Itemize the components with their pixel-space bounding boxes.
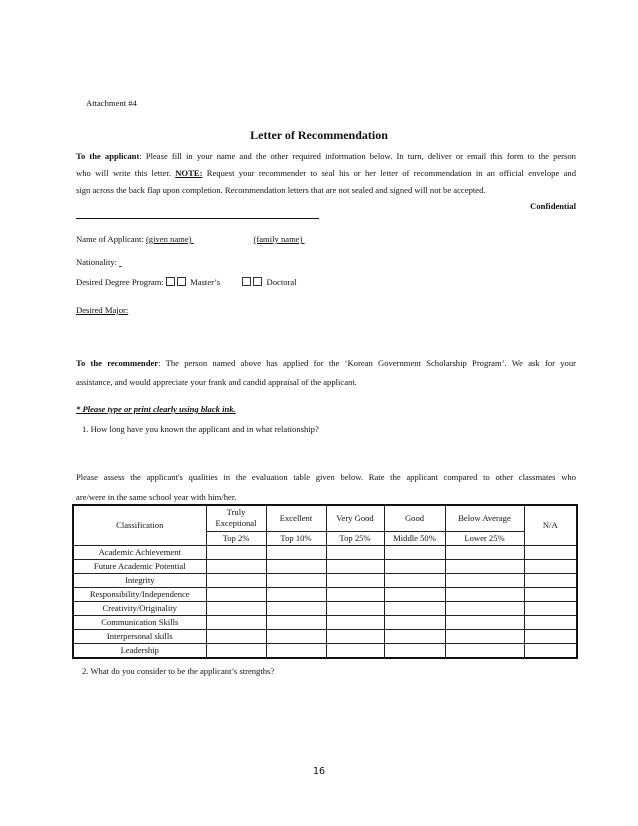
- page-title: Letter of Recommendation: [250, 128, 388, 142]
- table-row: [73, 573, 577, 587]
- rating-cell[interactable]: [524, 601, 577, 615]
- rating-cell[interactable]: [326, 615, 384, 629]
- recommender-intro-text1: : The person named above has applied for the ‘Korean Government Scholarship Program’. We ask for your: [158, 358, 576, 368]
- nationality-label: Nationality:: [76, 257, 120, 267]
- masters-checkbox[interactable]: [166, 277, 175, 286]
- rating-cell[interactable]: [206, 601, 266, 615]
- rating-cell[interactable]: [266, 559, 326, 573]
- question-1: 1. How long have you known the applicant and in what relationship?: [82, 424, 319, 434]
- note-label: NOTE:: [175, 168, 203, 178]
- rating-cell[interactable]: [326, 587, 384, 601]
- rating-cell[interactable]: [445, 545, 524, 559]
- table-row: [73, 643, 577, 658]
- applicant-intro-line2: [76, 168, 576, 178]
- rating-cell[interactable]: [266, 545, 326, 559]
- applicant-intro-line3: sign across the back flap upon completion. Recommendation letters that are not sealed and signed will not be accepted.: [76, 185, 486, 195]
- degree-program-field: [76, 277, 297, 287]
- rating-cell[interactable]: [206, 573, 266, 587]
- page-number: 16: [312, 766, 326, 777]
- rating-cell[interactable]: [445, 587, 524, 601]
- rating-cell[interactable]: [326, 601, 384, 615]
- masters-label: Master’s: [190, 277, 221, 287]
- rating-cell[interactable]: [384, 601, 445, 615]
- table-row: [73, 587, 577, 601]
- rating-cell[interactable]: [524, 643, 577, 658]
- nationality-field: [76, 257, 339, 267]
- attachment-label: Attachment #4: [86, 98, 137, 108]
- nationality-blank[interactable]: [119, 257, 339, 267]
- truly-label: Truly: [226, 507, 246, 518]
- rating-cell[interactable]: [524, 559, 577, 573]
- doctoral-checkbox[interactable]: [242, 277, 251, 286]
- rating-cell[interactable]: [384, 559, 445, 573]
- rating-cell[interactable]: [326, 629, 384, 643]
- rating-cell[interactable]: [266, 587, 326, 601]
- top2-header: Top 2%: [206, 531, 266, 545]
- applicant-intro-text2b: Request your recommender to seal his or her letter of recommendation in an official envelope and: [202, 168, 577, 178]
- row-label: Interpersonal skills: [73, 629, 206, 643]
- degree-label: Desired Degree Program:: [76, 277, 166, 287]
- rating-cell[interactable]: [266, 615, 326, 629]
- rating-cell[interactable]: [445, 559, 524, 573]
- rating-cell[interactable]: [384, 643, 445, 658]
- rating-cell[interactable]: [384, 545, 445, 559]
- given-name-blank[interactable]: [192, 234, 254, 244]
- recommender-intro-line1: [76, 358, 576, 368]
- rating-cell[interactable]: [326, 559, 384, 573]
- rating-cell[interactable]: [326, 643, 384, 658]
- question-2: 2. What do you consider to be the applicant’s strengths?: [82, 666, 275, 676]
- rating-cell[interactable]: [206, 587, 266, 601]
- top10-header: Top 10%: [266, 531, 326, 545]
- recommender-intro-label: To the recommender: [76, 358, 159, 368]
- doctoral-checkbox-alt[interactable]: [253, 277, 262, 286]
- family-name-label[interactable]: (family name): [253, 234, 303, 244]
- excellent-header: Excellent: [266, 505, 326, 531]
- rating-cell[interactable]: [206, 643, 266, 658]
- row-label: Communication Skills: [73, 615, 206, 629]
- row-label: Leadership: [73, 643, 206, 658]
- rating-cell[interactable]: [524, 545, 577, 559]
- rating-cell[interactable]: [524, 615, 577, 629]
- classification-header: Classification: [73, 505, 206, 545]
- recommender-intro-line2: assistance, and would appreciate your frank and candid appraisal of the applicant.: [76, 377, 357, 387]
- applicant-intro-text2a: who will write this letter.: [76, 168, 176, 178]
- given-name-label[interactable]: (given name): [145, 234, 192, 244]
- applicant-name-field: [76, 234, 390, 244]
- rating-cell[interactable]: [326, 573, 384, 587]
- applicant-intro-line1: [76, 151, 576, 161]
- rating-cell[interactable]: [524, 573, 577, 587]
- table-row: [73, 615, 577, 629]
- rating-cell[interactable]: [524, 587, 577, 601]
- row-label: Integrity: [73, 573, 206, 587]
- rating-cell[interactable]: [445, 601, 524, 615]
- assess-intro-line1: Please assess the applicant's qualities in the evaluation table given below. Rate the applicant compared to other classmates who: [76, 472, 576, 482]
- assess-intro-line2: are/were in the same school year with him/her.: [76, 492, 237, 502]
- applicant-intro-label: To the applicant: [76, 151, 140, 161]
- rating-cell[interactable]: [524, 629, 577, 643]
- name-label: Name of Applicant:: [76, 234, 146, 244]
- table-row: [73, 601, 577, 615]
- rating-cell[interactable]: [206, 559, 266, 573]
- rating-cell[interactable]: [266, 629, 326, 643]
- row-label: Future Academic Potential: [73, 559, 206, 573]
- rating-cell[interactable]: [266, 573, 326, 587]
- table-row: [73, 559, 577, 573]
- rating-cell[interactable]: [206, 545, 266, 559]
- rating-cell[interactable]: [445, 629, 524, 643]
- rating-cell[interactable]: [206, 615, 266, 629]
- rating-cell[interactable]: [384, 587, 445, 601]
- rating-cell[interactable]: [326, 545, 384, 559]
- applicant-intro-text1: : Please fill in your name and the other required information below. In turn, deliver or email this form to the person: [139, 151, 576, 161]
- rating-cell[interactable]: [384, 573, 445, 587]
- middle50-header: Middle 50%: [384, 531, 445, 545]
- confidential-label: Confidential: [530, 201, 576, 211]
- below-average-header: Below Average: [445, 505, 524, 531]
- table-row: [73, 545, 577, 559]
- rating-cell[interactable]: [445, 573, 524, 587]
- desired-major-label: Desired Major:: [76, 305, 129, 315]
- evaluation-table: [72, 504, 578, 659]
- lower25-header: Lower 25%: [445, 531, 524, 545]
- row-label: Creativity/Originality: [73, 601, 206, 615]
- table-row: [73, 629, 577, 643]
- rating-cell[interactable]: [206, 629, 266, 643]
- good-header: Good: [384, 505, 445, 531]
- na-header: N/A: [524, 505, 577, 545]
- rating-cell[interactable]: [266, 601, 326, 615]
- row-label: Responsibility/Independence: [73, 587, 206, 601]
- signature-line: [76, 218, 319, 219]
- doctoral-label: Doctoral: [266, 277, 297, 287]
- rating-cell[interactable]: [445, 615, 524, 629]
- top25-header: Top 25%: [326, 531, 384, 545]
- very-good-header: Very Good: [326, 505, 384, 531]
- family-name-blank[interactable]: [302, 234, 390, 244]
- row-label: Academic Achievement: [73, 545, 206, 559]
- rating-cell[interactable]: [266, 643, 326, 658]
- rating-cell[interactable]: [384, 615, 445, 629]
- ink-instruction: * Please type or print clearly using black ink.: [76, 404, 236, 414]
- rating-cell[interactable]: [445, 643, 524, 658]
- rating-cell[interactable]: [384, 629, 445, 643]
- masters-checkbox-alt[interactable]: [177, 277, 186, 286]
- exceptional-label: Exceptional: [215, 518, 257, 529]
- truly-exceptional-header: [206, 505, 266, 531]
